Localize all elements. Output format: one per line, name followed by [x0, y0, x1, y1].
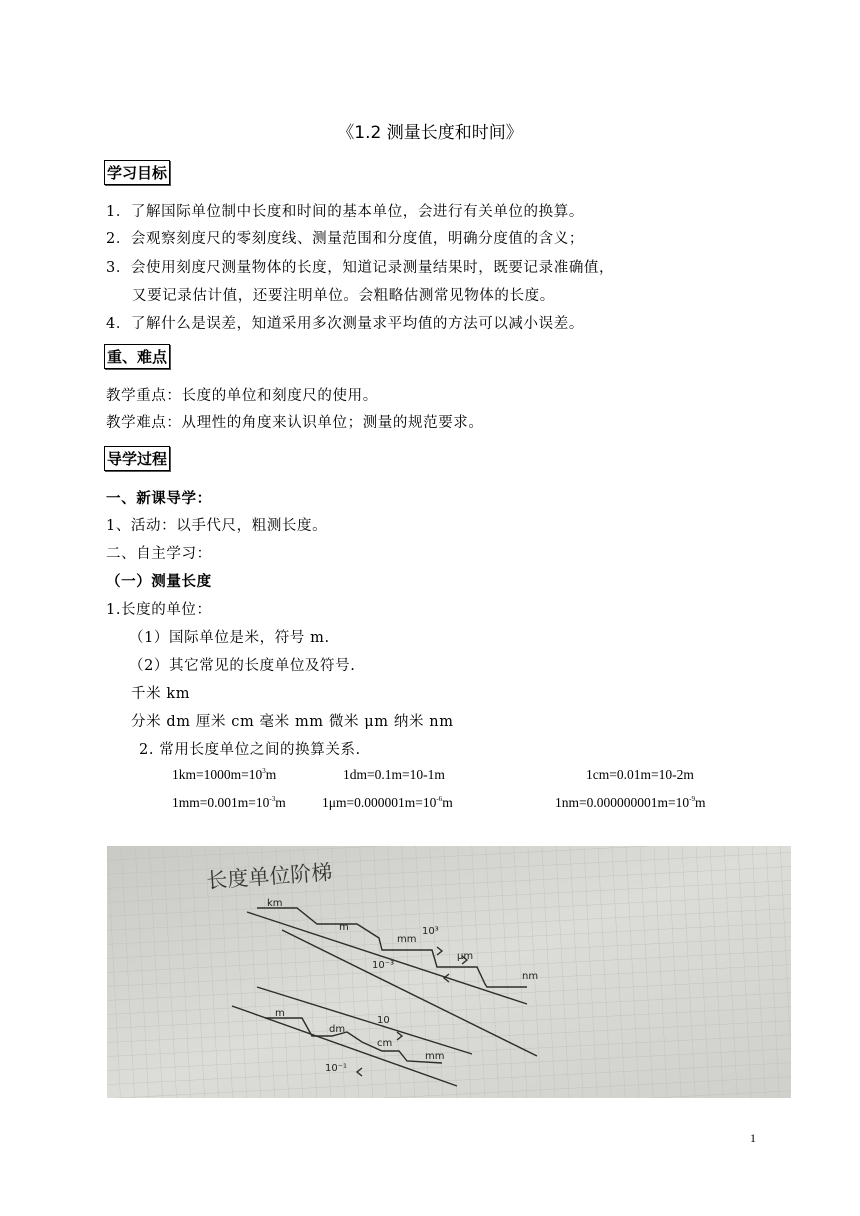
label-cm: cm — [377, 1038, 393, 1049]
teaching-difficulty: 教学难点：从理性的角度来认识单位；测量的规范要求。 — [106, 415, 484, 431]
label-mm: mm — [397, 934, 417, 945]
km-line: 千米 km — [131, 686, 191, 702]
part1-heading: 一、新课导学： — [106, 491, 212, 507]
units-heading: 1.长度的单位： — [106, 602, 212, 618]
formula-dm: 1dm=0.1m=10-1m — [343, 767, 445, 782]
other-units-line: （2）其它常见的长度单位及符号. — [129, 658, 356, 674]
objective-1: 1．了解国际单位制中长度和时间的基本单位，会进行有关单位的换算。 — [106, 204, 584, 220]
small-units-line: 分米 dm 厘米 cm 毫米 mm 微米 μm 纳米 nm — [131, 714, 454, 730]
label-ten-neg-one: 10⁻¹ — [325, 1063, 348, 1074]
page-number: 1 — [750, 1131, 756, 1145]
formula-nm: $1nm=0.000000001m=10^{-9}m$ — [555, 795, 706, 810]
label-ten-neg-cubed: 10⁻³ — [372, 960, 395, 971]
label-dm: dm — [329, 1024, 346, 1035]
conversion-heading: 2. 常用长度单位之间的换算关系. — [139, 742, 361, 758]
label-m: m — [339, 922, 349, 933]
label-lower-mm: mm — [425, 1051, 445, 1062]
objective-3: 3．会使用刻度尺测量物体的长度，知道记录测量结果时，既要记录准确值， — [106, 260, 615, 276]
objective-2: 2．会观察刻度尺的零刻度线、测量范围和分度值，明确分度值的含义； — [106, 231, 584, 247]
objectives-heading: 学习目标 — [104, 160, 170, 185]
objective-3-continued: 又要记录估计值，还要注明单位。会粗略估测常见物体的长度。 — [132, 288, 555, 304]
label-lower-m: m — [275, 1008, 285, 1019]
unit-ladder-drawing — [107, 846, 791, 1098]
formula-um: $1\mu m=0.000001m=10^{-6}m$ — [322, 795, 453, 810]
objective-4: 4．了解什么是误差，知道采用多次测量求平均值的方法可以减小误差。 — [106, 316, 584, 332]
formula-cm: 1cm=0.01m=10-2m — [586, 767, 694, 782]
label-um: μm — [457, 951, 474, 962]
unit-ladder-photo — [107, 846, 791, 1098]
formula-km: $1km=1000m=10^3m$ — [172, 767, 277, 782]
process-heading: 导学过程 — [104, 446, 170, 471]
sub1-heading: （一）测量长度 — [106, 574, 212, 590]
label-ten-cubed: 10³ — [422, 926, 439, 937]
label-nm: nm — [522, 971, 539, 982]
part2-heading: 二、自主学习： — [106, 546, 212, 562]
formula-mm: $1mm=0.001m=10^{-3}m$ — [172, 795, 286, 810]
activity-line: 1、活动：以手代尺，粗测长度。 — [106, 518, 328, 534]
teaching-key-point: 教学重点：长度的单位和刻度尺的使用。 — [106, 388, 378, 404]
keypoints-heading: 重、难点 — [104, 344, 170, 369]
label-km: km — [267, 898, 283, 909]
label-ten: 10 — [377, 1015, 390, 1026]
si-unit-line: （1）国际单位是米，符号 m. — [129, 630, 330, 646]
document-title: 《1.2 测量长度和时间》 — [337, 123, 523, 143]
handwritten-title: 长度单位阶梯 — [205, 860, 334, 893]
